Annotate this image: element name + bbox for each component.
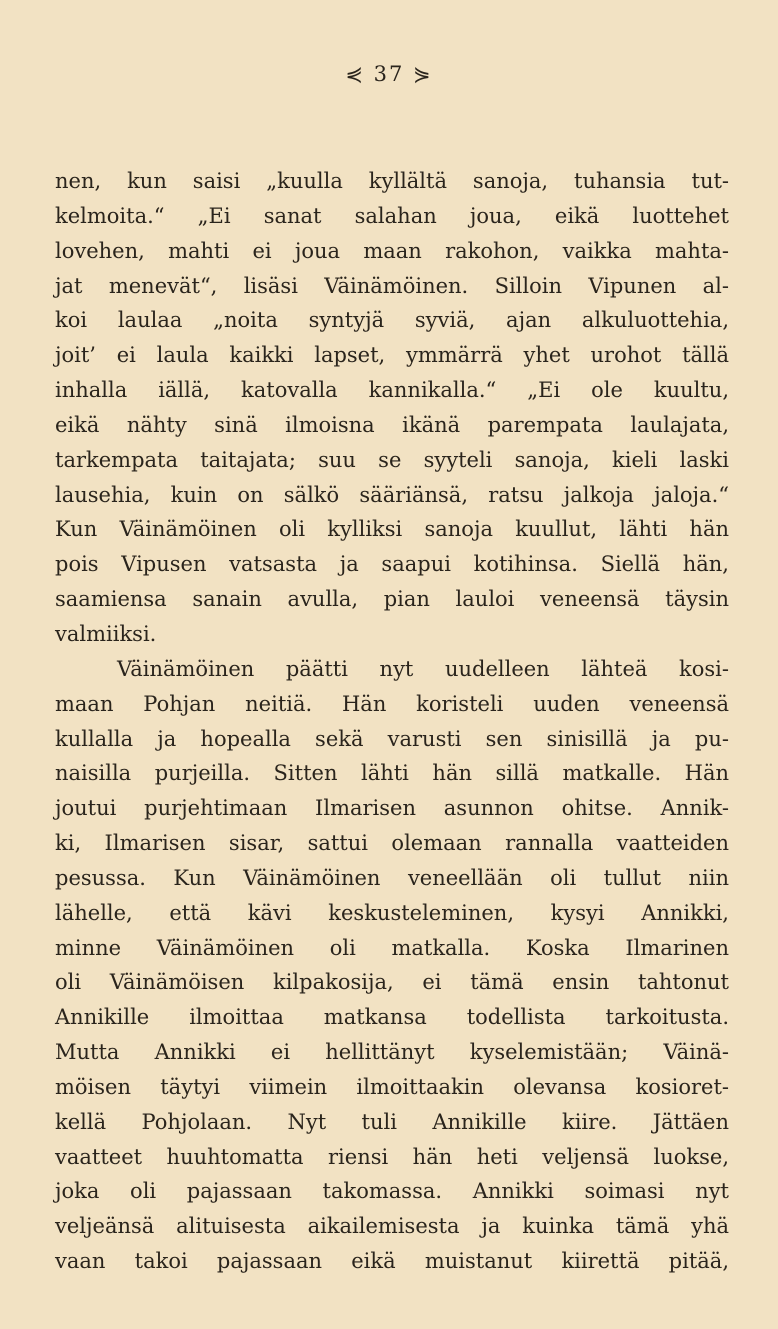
text-line: veljeänsä alituisesta aikailemisesta ja kuinka tämä yhä	[55, 1214, 729, 1239]
text-line: ki, Ilmarisen sisar, sattui olemaan rannalla vaatteiden	[55, 831, 729, 856]
text-line: vaatteet huuhtomatta riensi hän heti veljensä luokse,	[55, 1144, 729, 1169]
text-line: lausehia, kuin on sälkö sääriänsä, ratsu jalkoja jaloja.“	[55, 482, 729, 507]
text-line: valmiiksi.	[55, 621, 157, 646]
text-line: joutui purjehtimaan Ilmarisen asunnon ohitse. Annik-	[55, 796, 729, 821]
text-line: oli Väinämöisen kilpakosija, ei tämä ensin tahtonut	[55, 970, 729, 995]
text-line: joit’ ei laula kaikki lapset, ymmärrä yhet urohot tällä	[55, 343, 729, 368]
text-line: pois Vipusen vatsasta ja saapui kotihinsa. Siellä hän,	[55, 552, 729, 577]
text-line: jat menevät“, lisäsi Väinämöinen. Silloin Vipunen al-	[55, 273, 729, 298]
text-line: kullalla ja hopealla sekä varusti sen sinisillä ja pu-	[55, 726, 729, 751]
text-line: lähelle, että kävi keskusteleminen, kysyi Annikki,	[55, 900, 729, 925]
text-line: joka oli pajassaan takomassa. Annikki soimasi nyt	[55, 1179, 729, 1204]
text-line: nen, kun saisi „kuulla kyllältä sanoja, tuhansia tut-	[55, 169, 729, 193]
body-text	[55, 164, 729, 1279]
text-line: kellä Pohjolaan. Nyt tuli Annikille kiire. Jättäen	[55, 1109, 729, 1134]
text-line: Mutta Annikki ei hellittänyt kyselemistään; Väinä-	[55, 1040, 729, 1065]
text-line: Annikille ilmoittaa matkansa todellista tarkoitusta.	[55, 1005, 729, 1030]
text-line: vaan takoi pajassaan eikä muistanut kiirettä pitää,	[55, 1249, 729, 1274]
text-line: naisilla purjeilla. Sitten lähti hän sillä matkalle. Hän	[55, 761, 729, 786]
text-line: eikä nähty sinä ilmoisna ikänä parempata laulajata,	[55, 412, 729, 437]
page-number-header: ⋞ 37 ⋟	[345, 62, 433, 86]
text-line: tarkempata taitajata; suu se syyteli sanoja, kieli laski	[55, 447, 729, 472]
text-line: Kun Väinämöinen oli kylliksi sanoja kuullut, lähti hän	[55, 517, 729, 542]
text-line: möisen täytyi viimein ilmoittaakin olevansa kosioret-	[55, 1074, 729, 1099]
text-line: maan Pohjan neitiä. Hän koristeli uuden veneensä	[55, 691, 729, 716]
text-line: lovehen, mahti ei joua maan rakohon, vaikka mahta-	[55, 238, 729, 263]
text-line: kelmoita.“ „Ei sanat salahan joua, eikä luottehet	[55, 203, 729, 228]
text-line: Väinämöinen päätti nyt uudelleen lähteä kosi-	[117, 656, 729, 681]
text-line: inhalla iällä, katovalla kannikalla.“ „Ei ole kuultu,	[55, 378, 729, 403]
text-line: saamiensa sanain avulla, pian lauloi veneensä täysin	[55, 587, 729, 612]
text-line: pesussa. Kun Väinämöinen veneellään oli tullut niin	[55, 865, 729, 890]
text-line: koi laulaa „noita syntyjä syviä, ajan alkuluottehia,	[55, 308, 729, 333]
text-line: minne Väinämöinen oli matkalla. Koska Ilmarinen	[55, 935, 729, 960]
